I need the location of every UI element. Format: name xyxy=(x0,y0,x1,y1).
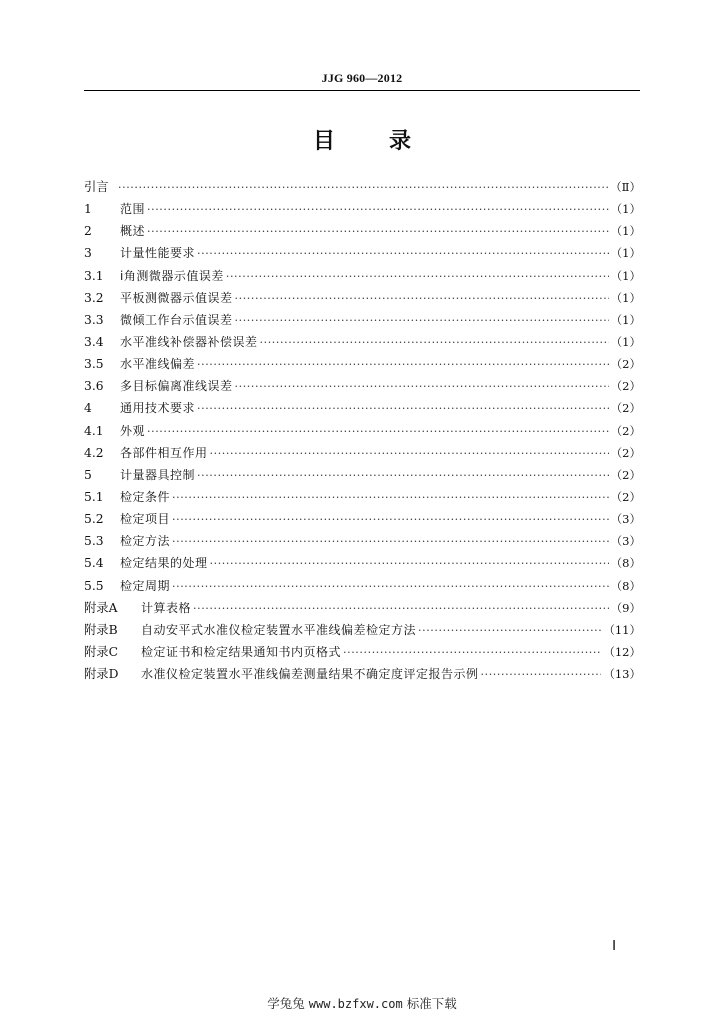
toc-entry-page: （3） xyxy=(610,534,641,549)
toc-entry xyxy=(84,530,641,552)
toc-leader-dots xyxy=(172,508,609,531)
toc-entry xyxy=(84,309,641,331)
toc-entry-label: 检定项目 xyxy=(120,512,171,527)
toc-entry-label: 计算表格 xyxy=(141,600,192,615)
toc-entry-number: 5.2 xyxy=(84,512,104,527)
toc-entry-number: 3.5 xyxy=(84,357,104,372)
toc-entry-number: 1 xyxy=(84,202,92,217)
toc-title-char-1: 目 xyxy=(312,129,335,154)
toc-leader-dots xyxy=(226,265,609,288)
watermark-tail: 标准下载 xyxy=(406,996,457,1011)
toc-entry xyxy=(84,552,641,574)
toc-leader-dots xyxy=(172,530,609,553)
toc-entry xyxy=(84,597,641,619)
toc-entry-label: 通用技术要求 xyxy=(120,401,196,416)
toc-leader-dots xyxy=(172,575,609,598)
page-number: Ⅰ xyxy=(612,939,617,954)
toc-entry-number: 5.1 xyxy=(84,489,104,504)
toc-entry xyxy=(84,442,641,464)
watermark-site: 学兔兔 xyxy=(267,996,305,1011)
toc-entry xyxy=(84,198,641,220)
toc-entry xyxy=(84,287,641,309)
toc-entry-label: 水准仪检定装置水平准线偏差测量结果不确定度评定报告示例 xyxy=(141,667,479,682)
toc-entry-page: （Ⅱ） xyxy=(610,180,641,194)
toc-entry xyxy=(84,486,641,508)
toc-leader-dots xyxy=(197,464,609,487)
toc-entry-page: （2） xyxy=(610,357,641,372)
toc-leader-dots xyxy=(235,287,609,310)
toc-entry-number: 4.1 xyxy=(84,423,104,438)
toc-leader-dots xyxy=(118,176,608,199)
toc-entry-label: 范围 xyxy=(120,202,146,217)
watermark xyxy=(0,994,724,1012)
toc-entry-number: 附录A xyxy=(84,600,118,615)
toc-entry-label: 自动安平式水准仪检定装置水平准线偏差检定方法 xyxy=(141,622,417,637)
toc-entry-label: 多目标偏离准线误差 xyxy=(120,379,233,394)
toc-entry-page: （1） xyxy=(610,312,641,327)
toc-entry-page: （2） xyxy=(610,445,641,460)
toc-entry-page: （11） xyxy=(603,622,641,637)
toc-entry xyxy=(84,508,641,530)
toc-entry-page: （1） xyxy=(610,290,641,305)
toc-title xyxy=(84,124,640,155)
toc-entry-page: （13） xyxy=(603,667,641,682)
toc-entry xyxy=(84,464,641,486)
toc-leader-dots xyxy=(235,375,609,398)
toc-entry-page: （2） xyxy=(610,489,641,504)
toc-entry-number: 5.3 xyxy=(84,534,104,549)
toc-leader-dots xyxy=(481,663,602,686)
toc-entry-label: 微倾工作台示值误差 xyxy=(120,312,233,327)
toc-entry-label: 检定结果的处理 xyxy=(120,556,208,571)
toc-entry-page: （2） xyxy=(610,423,641,438)
toc-leader-dots xyxy=(172,486,609,509)
page-header-code: JJG 960—2012 xyxy=(321,71,403,85)
toc-entry xyxy=(84,353,641,375)
toc-leader-dots xyxy=(147,220,609,243)
toc-entry-label: 检定条件 xyxy=(120,489,171,504)
watermark-url: www.bzfxw.com xyxy=(308,997,403,1011)
toc-entry xyxy=(84,331,641,353)
toc-entry-number: 附录B xyxy=(84,622,118,637)
toc-entry-label: 检定方法 xyxy=(120,534,171,549)
toc-entry-label: 外观 xyxy=(120,423,146,438)
toc-entry-label: i角测微器示值误差 xyxy=(120,268,224,283)
toc-entry-page: （8） xyxy=(610,578,641,593)
toc-entry xyxy=(84,575,641,597)
toc-entry-number: 3.3 xyxy=(84,312,104,327)
toc-leader-dots xyxy=(235,309,609,332)
toc-leader-dots xyxy=(147,198,609,221)
toc-entry-page: （9） xyxy=(610,600,641,615)
toc-entry-label: 概述 xyxy=(120,224,146,239)
toc-entry-number: 2 xyxy=(84,224,92,239)
toc-entry-number: 3.1 xyxy=(84,268,104,283)
toc-entry-label: 水平准线补偿器补偿误差 xyxy=(120,334,258,349)
toc-entry-number: 3.2 xyxy=(84,290,104,305)
toc-entry-label: 检定证书和检定结果通知书内页格式 xyxy=(141,644,342,659)
toc-entry-number: 3.4 xyxy=(84,334,104,349)
toc-leader-dots xyxy=(193,597,609,620)
toc-entry xyxy=(84,375,641,397)
toc-entry xyxy=(84,641,641,663)
toc-entry-number: 附录D xyxy=(84,667,119,682)
toc-title-char-2: 录 xyxy=(389,129,412,154)
table-of-contents xyxy=(84,176,641,685)
toc-entry-label: 计量性能要求 xyxy=(120,246,196,261)
toc-entry-number: 3 xyxy=(84,246,92,261)
toc-entry-label: 平板测微器示值误差 xyxy=(120,290,233,305)
toc-entry-page: （2） xyxy=(610,467,641,482)
toc-entry xyxy=(84,242,641,264)
toc-entry-number: 附录C xyxy=(84,644,119,659)
toc-leader-dots xyxy=(147,420,609,443)
toc-entry xyxy=(84,397,641,419)
toc-entry xyxy=(84,663,641,685)
toc-entry-number: 4.2 xyxy=(84,445,104,460)
toc-leader-dots xyxy=(210,442,609,465)
header-rule xyxy=(84,90,640,91)
toc-entry-page: （1） xyxy=(610,246,641,261)
toc-entry-number: 3.6 xyxy=(84,379,104,394)
toc-entry-label: 计量器具控制 xyxy=(120,467,196,482)
toc-entry-page: （1） xyxy=(610,268,641,283)
toc-entry-label: 各部件相互作用 xyxy=(120,445,208,460)
toc-entry-page: （1） xyxy=(610,224,641,239)
toc-entry-page: （8） xyxy=(610,556,641,571)
toc-entry-page: （3） xyxy=(610,512,641,527)
toc-leader-dots xyxy=(197,397,609,420)
toc-entry-page: （1） xyxy=(610,334,641,349)
toc-entry-number: 4 xyxy=(84,401,92,416)
toc-entry-label: 检定周期 xyxy=(120,578,171,593)
toc-entry-page: （2） xyxy=(610,401,641,416)
toc-entry xyxy=(84,220,641,242)
toc-entry-number: 5 xyxy=(84,467,92,482)
toc-entry-number: 引言 xyxy=(84,180,109,194)
toc-entry xyxy=(84,265,641,287)
toc-entry xyxy=(84,619,641,641)
toc-leader-dots xyxy=(343,641,601,664)
toc-entry xyxy=(84,176,641,198)
toc-leader-dots xyxy=(260,331,609,354)
toc-entry xyxy=(84,420,641,442)
toc-entry-page: （2） xyxy=(610,379,641,394)
toc-leader-dots xyxy=(418,619,601,642)
toc-entry-page: （1） xyxy=(610,202,641,217)
toc-entry-label: 水平准线偏差 xyxy=(120,357,196,372)
toc-leader-dots xyxy=(197,242,609,265)
toc-entry-number: 5.5 xyxy=(84,578,104,593)
toc-leader-dots xyxy=(197,353,609,376)
toc-leader-dots xyxy=(210,552,609,575)
toc-entry-page: （12） xyxy=(603,644,641,659)
toc-entry-number: 5.4 xyxy=(84,556,104,571)
